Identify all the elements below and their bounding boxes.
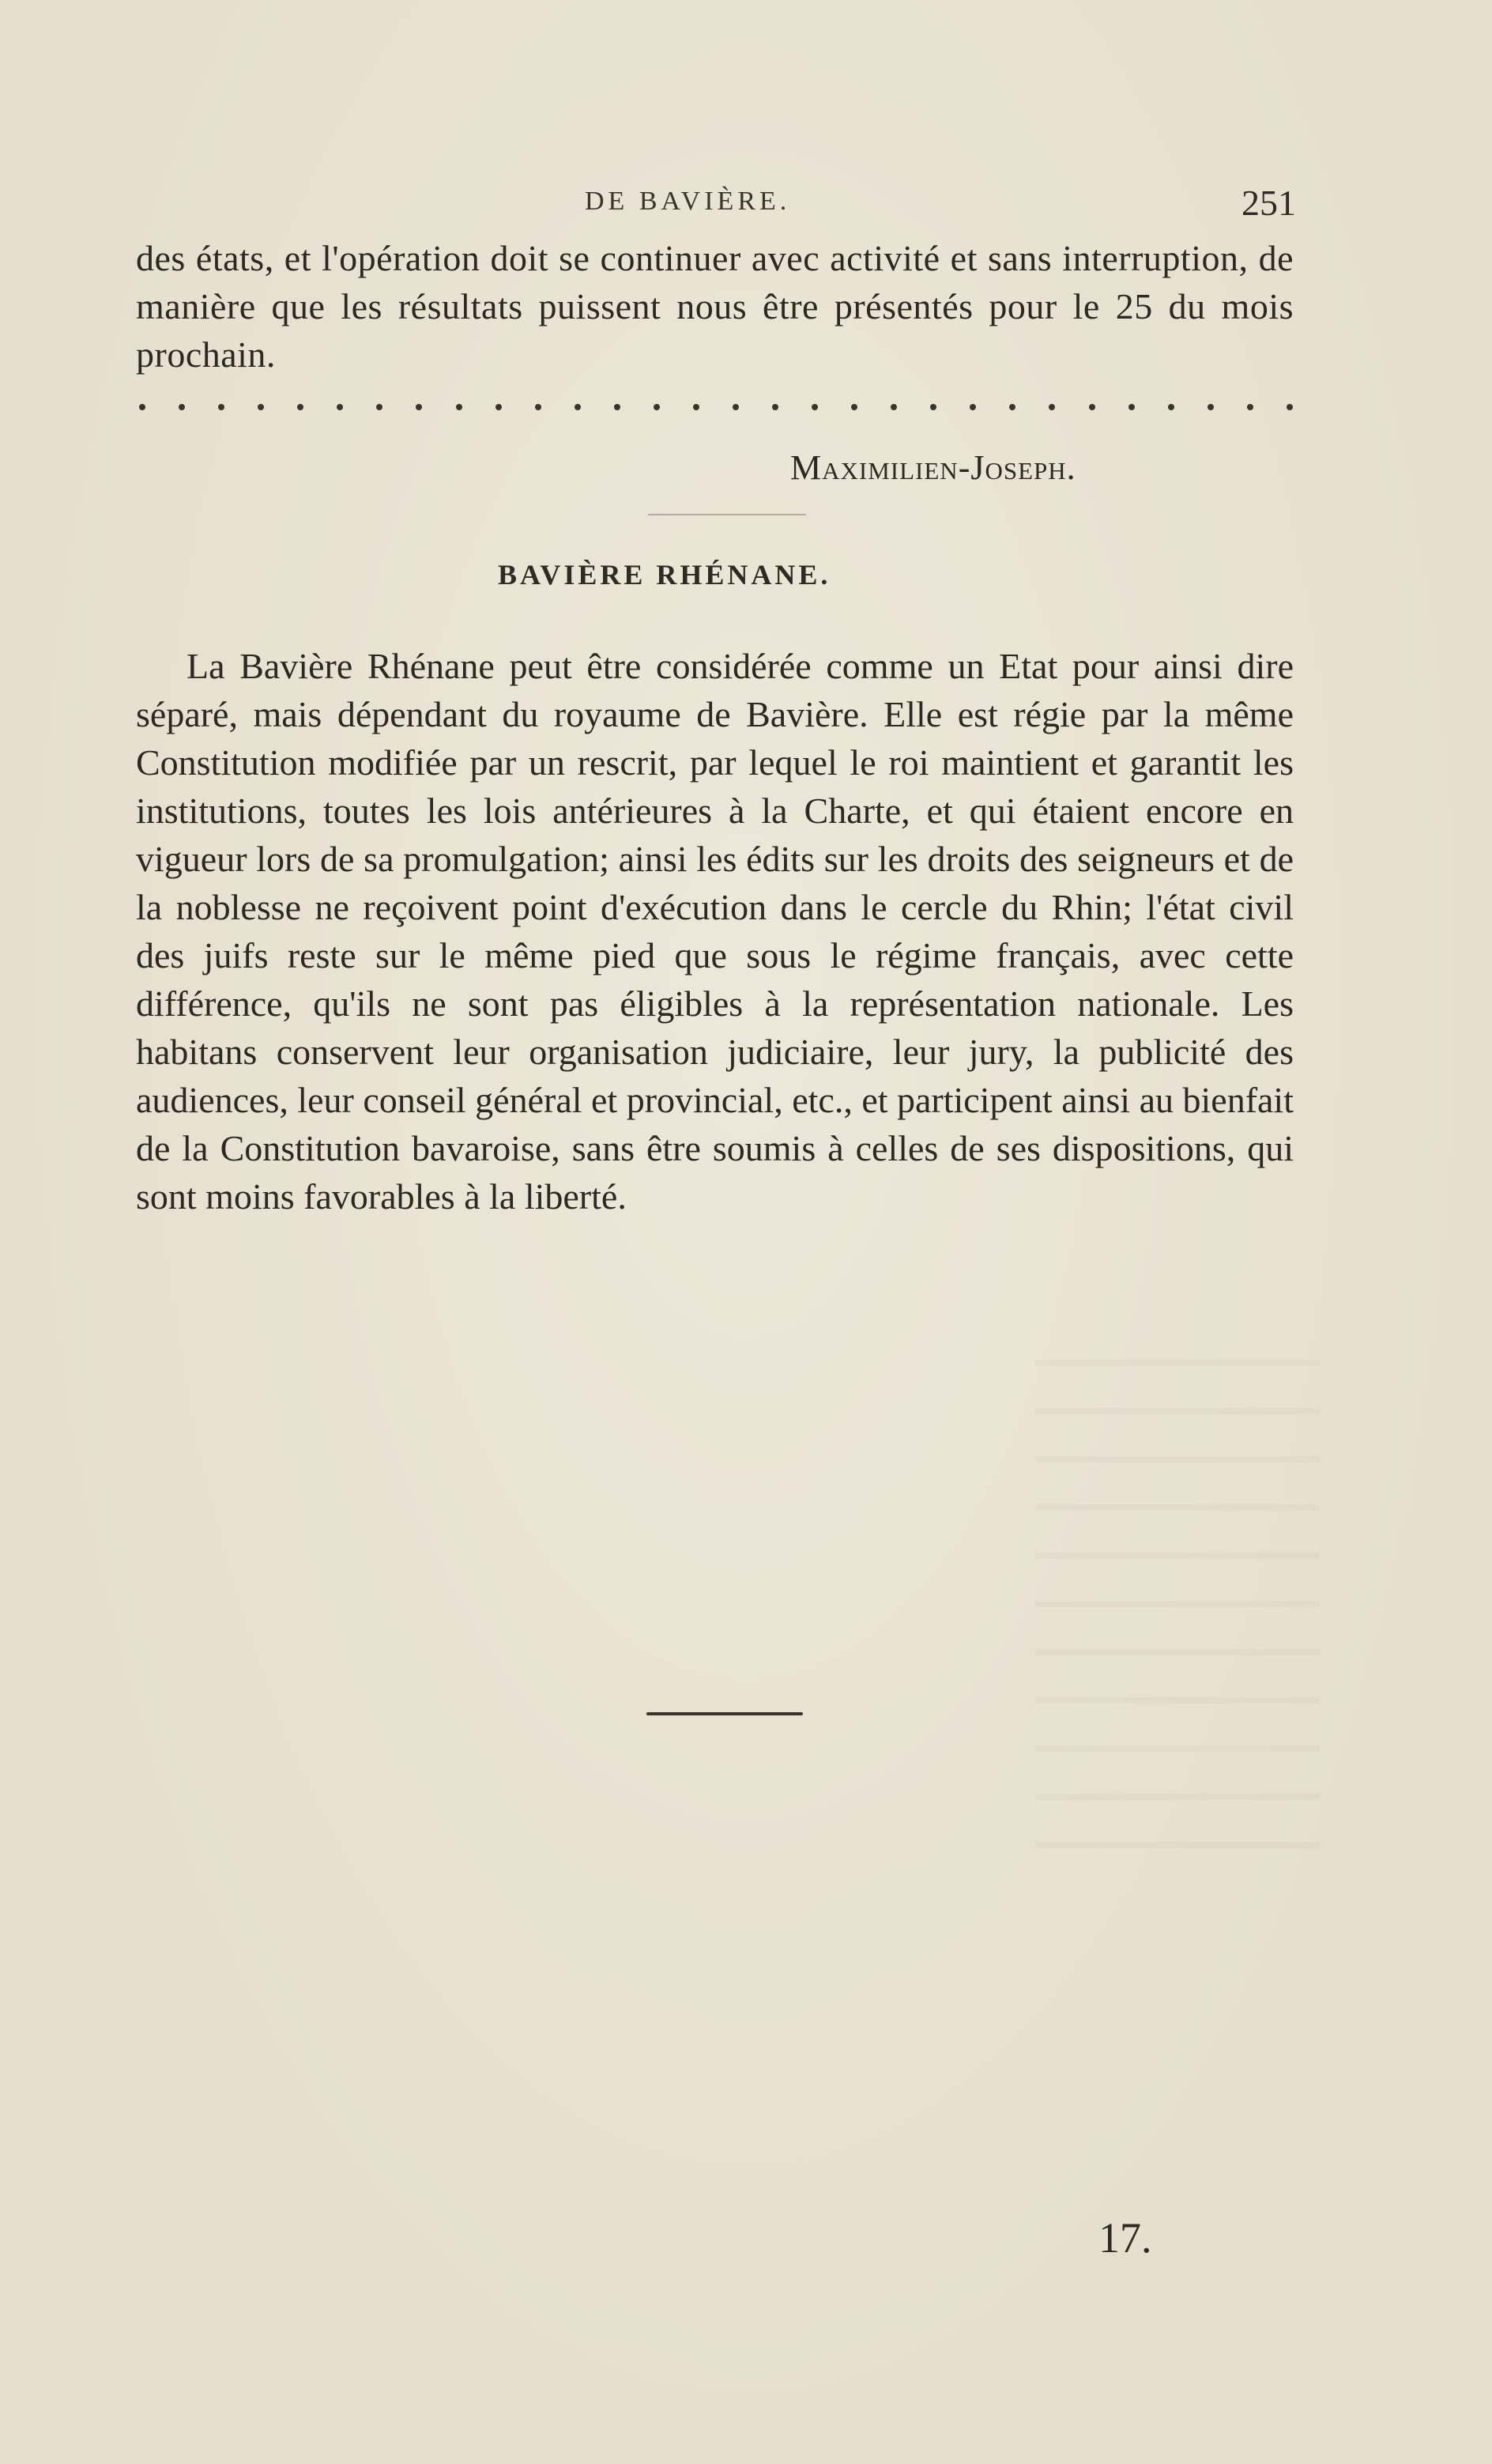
signature xyxy=(790,447,1076,488)
section-divider xyxy=(646,1712,803,1715)
body-paragraph xyxy=(136,642,1294,1221)
show-through-text xyxy=(1035,1360,1320,1881)
signature-mark: 17. xyxy=(1098,2214,1152,2262)
running-head xyxy=(142,183,1296,234)
continuation-text: des états, et l'opération doit se continuer avec activité et sans interruption, de manière que les résultats puissent nous être présentés pour le 25 du mois prochain. xyxy=(136,238,1294,375)
continuation-paragraph xyxy=(136,234,1294,379)
faint-rule xyxy=(648,514,806,515)
page-number: 251 xyxy=(1241,183,1296,223)
running-title: DE BAVIÈRE. xyxy=(585,187,791,216)
body-text: La Bavière Rhénane peut être considérée comme un Etat pour ainsi dire séparé, mais dépendant du royaume de Bavière. Elle est régie par la même Constitution modifiée par un rescrit, par lequel le roi maintient et garantit les institutions, toutes les lois antérieures à la Charte, et qui étaient encore en vigueur lors de sa promulgation; ainsi les édits sur les droits des seigneurs et de la noblesse ne reçoivent point d'exécution dans le cercle du Rhin; l'état civil des juifs reste sur le même pied que sous le régime français, avec cette différence, qu'ils ne sont pas éligibles à la représentation nationale. Les habitans conservent leur organisation judiciaire, leur jury, la publicité des audiences, leur conseil général et provincial, etc., et participent ainsi au bienfait de la Constitution bavaroise, sans être soumis à celles de ses dispositions, qui sont moins favorables à la liberté. xyxy=(136,646,1294,1217)
section-title: BAVIÈRE RHÉNANE. xyxy=(498,559,831,591)
signature-text: Maximilien-Joseph. xyxy=(790,448,1076,487)
dotted-separator xyxy=(139,399,1293,415)
